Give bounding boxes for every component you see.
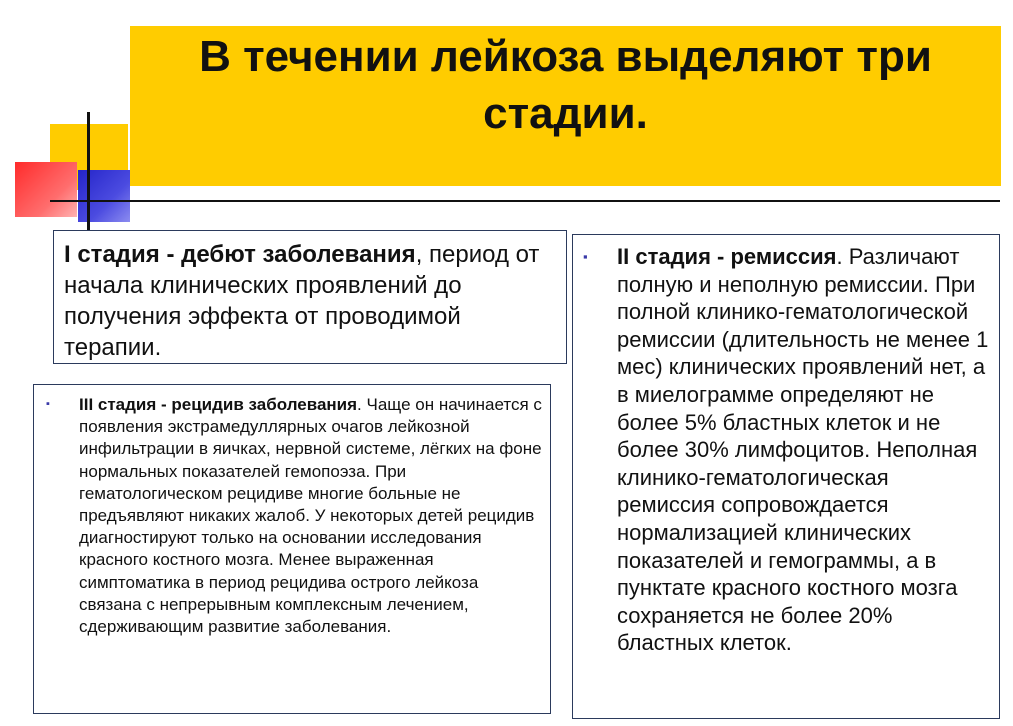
bullet-icon: ▪ bbox=[583, 249, 588, 264]
stage3-description: . Чаще он начинается с появления экстрамедуллярных очагов лейкозной инфильтрации в яичках, нервной системе, лёгких на фоне нормальных показателей гемопоэза. При гематологическом рецидиве многие больные не предъявляют никаких жалоб. У некоторых детей рецидив диагностируют только на основании исследования красного костного мозга. Менее выраженная симптоматика в период рецидива острого лейкоза связана с непрерывным комплексным лечением, сдерживающим развитие заболевания. bbox=[79, 395, 542, 637]
stage3-text bbox=[79, 394, 542, 638]
horizontal-divider bbox=[50, 200, 1000, 202]
stage1-description: , период от начала клинических проявлений до получения эффекта от проводимой терапии. bbox=[64, 241, 540, 361]
stage2-heading: II стадия - ремиссия bbox=[617, 244, 837, 269]
stage2-box bbox=[572, 234, 1000, 719]
stage3-heading: III стадия - рецидив заболевания bbox=[79, 395, 358, 414]
stage1-text bbox=[64, 239, 556, 363]
stage2-text bbox=[617, 243, 989, 657]
blue-square bbox=[78, 170, 130, 222]
stage3-box bbox=[33, 384, 551, 714]
bullet-icon: ▪ bbox=[46, 398, 50, 410]
slide-title: В течении лейкоза выделяют три стадии. bbox=[199, 32, 932, 138]
stage1-box bbox=[53, 230, 567, 364]
red-square bbox=[15, 162, 77, 217]
stage2-description: . Различают полную и неполную ремиссии. При полной клинико-гематологической ремиссии (длительность не менее 1 мес) клинических проявлений нет, а в миелограмме определяют не более 5% бластных клеток и не более 30% лимфоцитов. Неполная клинико-гематологическая ремиссия сопровождается нормализацией клинических показателей и гемограммы, а в пунктате красного костного мозга сохраняется не более 20% бластных клеток. bbox=[617, 244, 989, 656]
vertical-line bbox=[87, 112, 90, 230]
stage1-heading: I стадия - дебют заболевания bbox=[64, 241, 416, 268]
